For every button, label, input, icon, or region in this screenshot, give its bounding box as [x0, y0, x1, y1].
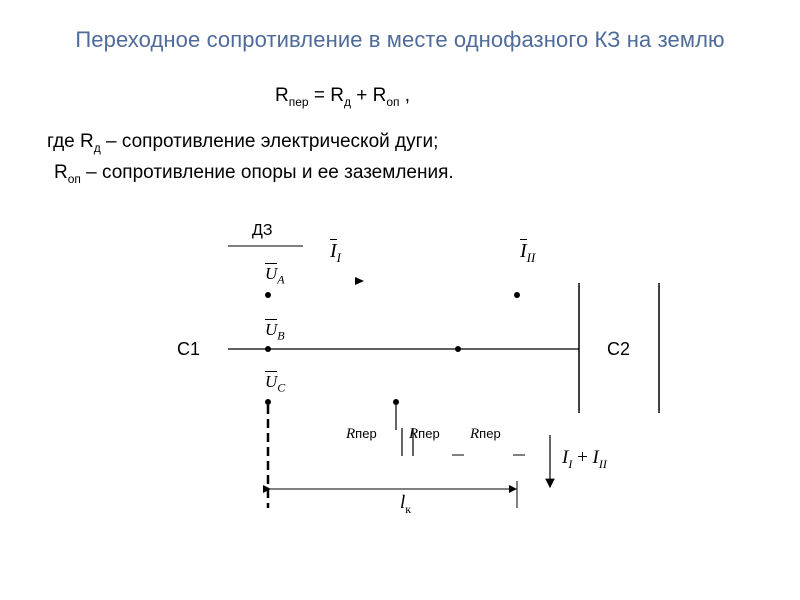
rper-1-r: R	[346, 426, 356, 442]
c1-label: С1	[177, 339, 201, 359]
rper-2-sub: пер	[418, 426, 440, 441]
explanation-2-text: – сопротивление опоры и ее заземления.	[80, 162, 454, 183]
node-ii	[514, 292, 520, 298]
voltage-a-u: U	[265, 264, 278, 283]
rper-3-r: R	[470, 426, 480, 442]
formula-lhs-sub: пер	[288, 95, 309, 109]
explanation-2-sub: оп	[67, 172, 81, 186]
fault-i2: I	[592, 447, 599, 468]
explanation-2-prefix: R	[54, 162, 68, 183]
rper-3-sub: пер	[479, 426, 501, 441]
voltage-c-u: U	[265, 372, 278, 391]
rper-label-1	[346, 425, 377, 443]
current-arrow-i	[355, 277, 364, 285]
formula-rop-sub: оп	[386, 95, 400, 109]
c2-label: С2	[607, 339, 631, 359]
node-c	[265, 399, 271, 405]
explanation-1-text: – сопротивление электрической дуги;	[100, 131, 439, 152]
explanation-1-sub: д	[93, 141, 101, 155]
fault-plus: +	[572, 447, 593, 468]
current-ii-bar: I	[520, 240, 527, 262]
formula-rd-sub: д	[343, 95, 351, 109]
fault-current-label	[562, 447, 607, 472]
current-i-label	[330, 240, 341, 266]
current-ii-label	[520, 240, 535, 266]
formula-plus: + R	[350, 85, 387, 106]
node-r	[393, 399, 399, 405]
rper-label-2	[409, 425, 440, 443]
voltage-b-sub: B	[277, 328, 285, 343]
dz-label: ДЗ	[252, 222, 273, 239]
formula-eq: = R	[308, 85, 344, 106]
rper-1-sub: пер	[355, 426, 377, 441]
current-i-bar: I	[330, 240, 337, 262]
voltage-c-label	[265, 372, 285, 395]
lk-label	[400, 492, 411, 517]
voltage-c-sub: C	[277, 380, 286, 395]
fault-i1-sub: I	[568, 456, 573, 471]
node-a	[265, 292, 271, 298]
explanation-1-prefix: где R	[47, 131, 94, 152]
formula-lhs: R	[275, 85, 289, 106]
current-ii-sub: II	[526, 250, 536, 265]
current-i-sub: I	[336, 250, 342, 265]
node-mid	[455, 346, 461, 352]
voltage-a-sub: A	[277, 272, 285, 287]
rper-label-3	[470, 425, 501, 443]
voltage-a-label	[265, 264, 285, 287]
node-b	[265, 346, 271, 352]
lk-sub: к	[405, 501, 412, 516]
rper-2-r: R	[409, 426, 419, 442]
lk-l: l	[400, 492, 406, 513]
fault-i2-sub: II	[598, 456, 607, 471]
fault-i1: I	[562, 447, 569, 468]
formula-tail: ,	[399, 85, 411, 106]
voltage-b-u: U	[265, 320, 278, 339]
voltage-b-label	[265, 320, 285, 343]
page-title: Переходное сопротивление в месте однофазного КЗ на землю	[75, 27, 725, 52]
